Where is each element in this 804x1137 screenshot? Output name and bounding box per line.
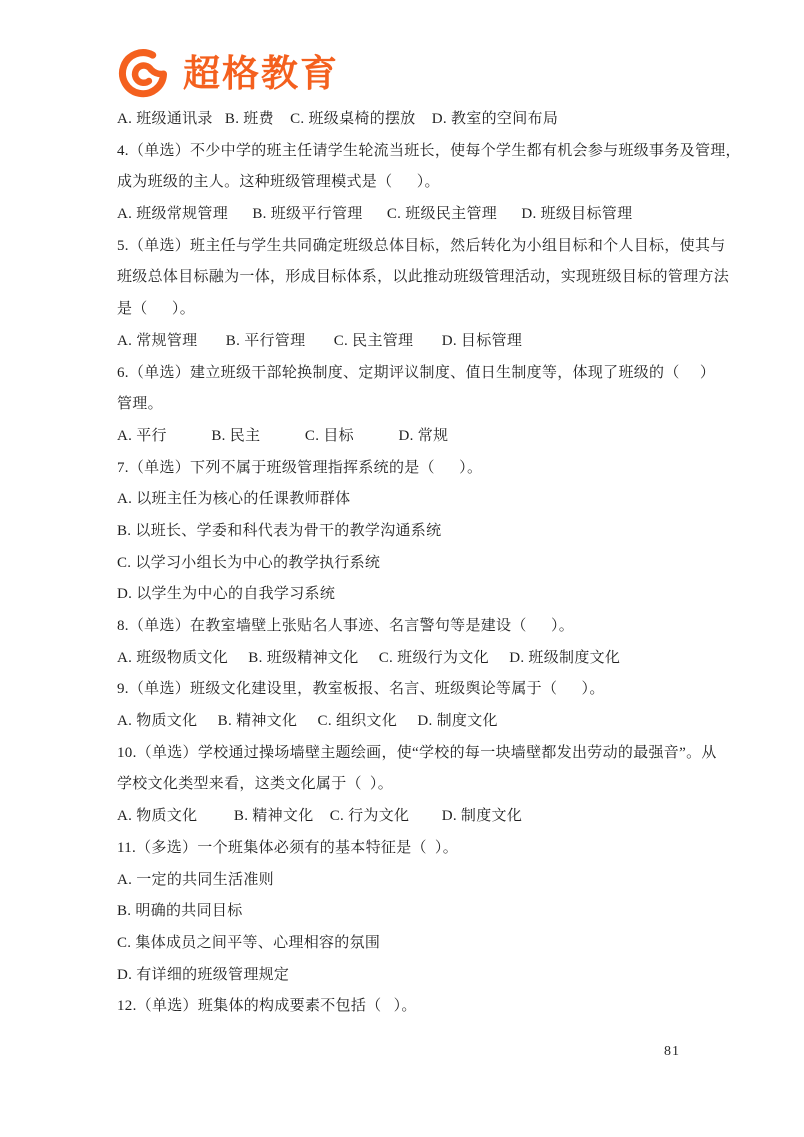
doc-line: B. 以班长、学委和科代表为骨干的教学沟通系统 — [117, 522, 442, 539]
doc-line: C. 以学习小组长为中心的教学执行系统 — [117, 554, 381, 571]
page-footer — [664, 1044, 680, 1060]
logo-text: 超格教育 — [183, 51, 339, 95]
doc-line: C. 集体成员之间平等、心理相容的氛围 — [117, 934, 381, 951]
doc-line: D. 有详细的班级管理规定 — [117, 966, 290, 983]
doc-line: 7.（单选）下列不属于班级管理指挥系统的是（ ）。 — [117, 459, 483, 476]
doc-line: A. 物质文化 B. 精神文化 C. 组织文化 D. 制度文化 — [117, 713, 498, 730]
doc-line: A. 以班主任为核心的任课教师群体 — [117, 491, 351, 508]
doc-line: 学校文化类型来看，这类文化属于（ ）。 — [117, 776, 394, 793]
logo-g-icon — [116, 47, 170, 101]
doc-line: A. 班级物质文化 B. 班级精神文化 C. 班级行为文化 D. 班级制度文化 — [117, 649, 621, 666]
doc-line: 5.（单选）班主任与学生共同确定班级总体目标，然后转化为小组目标和个人目标，使其与 — [117, 237, 726, 254]
doc-line: 6.（单选）建立班级干部轮换制度、定期评议制度、值日生制度等，体现了班级的（ ） — [117, 364, 716, 381]
logo — [116, 47, 339, 101]
doc-line: 成为班级的主人。这种班级管理模式是（ ）。 — [117, 174, 440, 191]
doc-line: B. 明确的共同目标 — [117, 903, 243, 920]
doc-line: A. 班级常规管理 B. 班级平行管理 C. 班级民主管理 D. 班级目标管理 — [117, 206, 633, 223]
doc-line: A. 班级通讯录 B. 班费 C. 班级桌椅的摆放 D. 教室的空间布局 — [117, 111, 559, 127]
document-body — [117, 104, 741, 1023]
doc-line: 11.（多选）一个班集体必须有的基本特征是（ ）。 — [117, 839, 458, 856]
doc-line: 12.（单选）班集体的构成要素不包括（ ）。 — [117, 998, 417, 1015]
doc-line: 9.（单选）班级文化建设里，教室板报、名言、班级舆论等属于（ ）。 — [117, 681, 605, 698]
doc-line: 4.（单选）不少中学的班主任请学生轮流当班长，使每个学生都有机会参与班级事务及管理， — [117, 142, 741, 159]
doc-line: A. 一定的共同生活准则 — [117, 871, 274, 888]
doc-line: D. 以学生为中心的自我学习系统 — [117, 586, 336, 603]
doc-line: A. 平行 B. 民主 C. 目标 D. 常规 — [117, 427, 449, 444]
doc-line: 管理。 — [117, 396, 163, 413]
doc-line: 是（ ）。 — [117, 301, 196, 318]
doc-line: 班级总体目标融为一体，形成目标体系，以此推动班级管理活动，实现班级目标的管理方法 — [117, 269, 730, 286]
doc-line: 8.（单选）在教室墙壁上张贴名人事迹、名言警句等是建设（ ）。 — [117, 618, 575, 634]
doc-line: 10.（单选）学校通过操场墙壁主题绘画，使“学校的每一块墙壁都发出劳动的最强音”。从 — [117, 744, 717, 761]
doc-line: A. 常规管理 B. 平行管理 C. 民主管理 D. 目标管理 — [117, 332, 523, 349]
page-number: 81 — [664, 1044, 680, 1059]
doc-line: A. 物质文化 B. 精神文化 C. 行为文化 D. 制度文化 — [117, 808, 523, 825]
